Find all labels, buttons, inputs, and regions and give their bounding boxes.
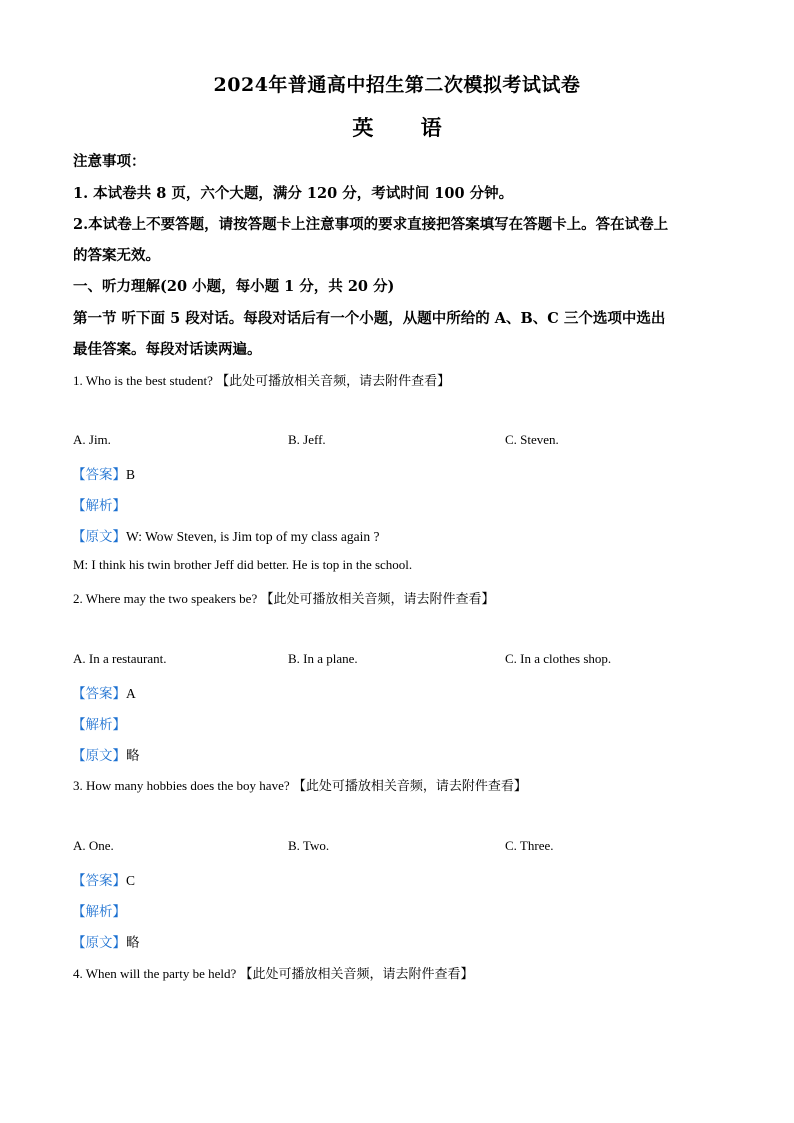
question-1-original-row [72, 525, 732, 545]
question-1-audio-link[interactable]: 【此处可播放相关音频，请去附件查看】 [216, 374, 451, 389]
question-2-audio-link[interactable]: 【此处可播放相关音频，请去附件查看】 [260, 592, 495, 607]
question-3-option-c: C. Three. [505, 838, 554, 853]
question-2-stem: 2. Where may the two speakers be? [73, 591, 258, 606]
question-1-option-c: C. Steven. [505, 432, 559, 447]
question-4-stem: 4. When will the party be held? [73, 966, 237, 981]
question-1-option-b: B. Jeff. [288, 432, 326, 447]
notes-item-2-line-1: 2.本试卷上不要答题，请按答题卡上注意事项的要求直接把答案填写在答题卡上。答在试卷上 [73, 216, 669, 233]
question-1-answer-row [72, 463, 732, 483]
question-3-analysis-row [72, 900, 732, 920]
original-label: 【原文】 [72, 748, 126, 764]
part-instruction-line-1: 第一节 听下面 5 段对话。每段对话后有一个小题，从题中所给的 A、B、C 三个选项中选出 [73, 310, 666, 327]
question-4-stem-row [73, 963, 733, 982]
question-2-option-b: B. In a plane. [288, 651, 358, 666]
question-3-audio-link[interactable]: 【此处可播放相关音频，请去附件查看】 [292, 779, 527, 794]
question-2-original-row [72, 744, 732, 764]
question-3-option-b: B. Two. [288, 838, 330, 853]
exam-subject: 英 语 [352, 115, 462, 140]
answer-label: 【答案】 [72, 467, 126, 483]
answer-label: 【答案】 [72, 686, 126, 702]
question-3-stem-row [73, 775, 733, 794]
question-3-original: 略 [126, 935, 140, 951]
question-4-audio-link[interactable]: 【此处可播放相关音频，请去附件查看】 [239, 967, 474, 982]
question-1-original-line-1: W: Wow Steven, is Jim top of my class again ? [126, 529, 380, 544]
exam-title: 2024年普通高中招生第二次模拟考试试卷 [213, 74, 581, 96]
original-label: 【原文】 [72, 935, 126, 951]
analysis-label: 【解析】 [72, 717, 126, 733]
question-1-option-a: A. Jim. [73, 432, 111, 447]
question-1-analysis-row [72, 494, 732, 514]
notes-item-2-line-2: 的答案无效。 [73, 247, 160, 264]
question-1-answer: B [126, 467, 136, 482]
question-2-analysis-row [72, 713, 732, 733]
question-3-answer-row [72, 869, 732, 889]
analysis-label: 【解析】 [72, 904, 126, 920]
question-3-option-a: A. One. [73, 838, 114, 853]
question-2-option-a: A. In a restaurant. [73, 651, 167, 666]
question-1-stem: 1. Who is the best student? [73, 373, 213, 388]
section-heading: 一、听力理解(20 小题，每小题 1 分，共 20 分) [73, 278, 395, 295]
original-label: 【原文】 [72, 529, 126, 545]
part-instruction-line-2: 最佳答案。每段对话读两遍。 [73, 341, 262, 358]
question-2-option-c: C. In a clothes shop. [505, 651, 612, 666]
question-3-original-row [72, 931, 732, 951]
question-2-answer-row [72, 682, 732, 702]
question-2-original: 略 [126, 748, 140, 764]
notes-heading: 注意事项： [73, 153, 146, 170]
answer-label: 【答案】 [72, 873, 126, 889]
question-2-answer: A [126, 686, 136, 701]
question-1-stem-row [73, 370, 733, 389]
question-2-stem-row [73, 588, 733, 607]
analysis-label: 【解析】 [72, 498, 126, 514]
notes-item-1: 1. 本试卷共 8 页，六个大题，满分 120 分，考试时间 100 分钟。 [73, 185, 514, 202]
question-3-stem: 3. How many hobbies does the boy have? [73, 778, 290, 793]
question-1-original-line-2: M: I think his twin brother Jeff did better. He is top in the school. [73, 557, 413, 572]
question-3-answer: C [126, 873, 136, 888]
